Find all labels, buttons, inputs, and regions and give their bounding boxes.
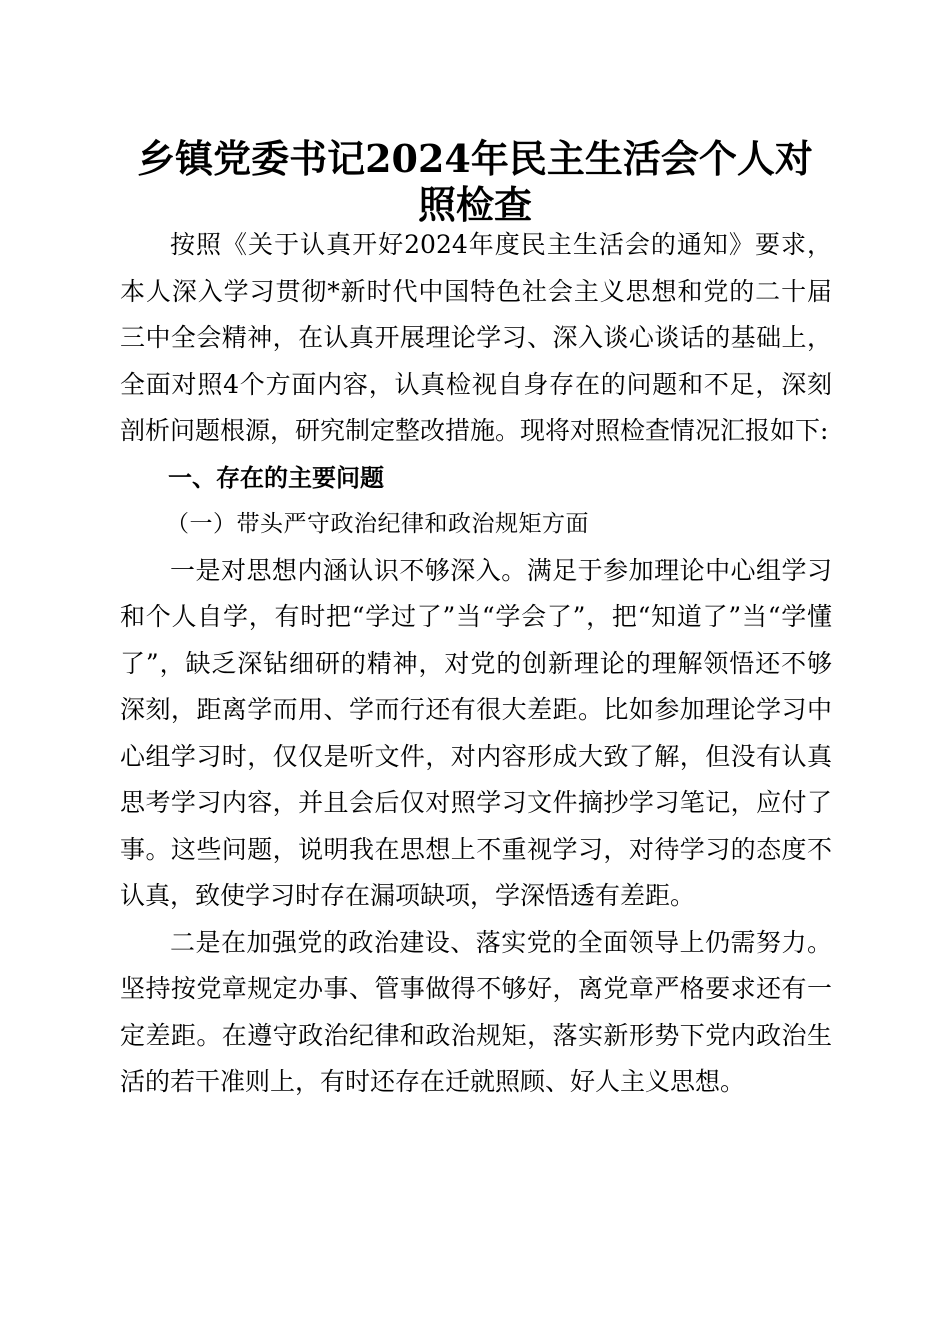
- document-title: 乡镇党委书记2024年民主生活会个人对照检查: [137, 136, 813, 227]
- document-body: [120, 222, 832, 1106]
- body-paragraph: 一是对思想内涵认识不够深入。满足于参加理论中心组学习和个人自学，有时把“学过了”当“学会了”，把“知道了”当“学懂了”，缺乏深钻细研的精神，对党的创新理论的理解领悟还不够深刻，距离学而用、学而行还有很大差距。比如参加理论学习中心组学习时，仅仅是听文件，对内容形成大致了解，但没有认真思考学习内容，并且会后仅对照学习文件摘抄学习笔记，应付了事。这些问题，说明我在思想上不重视学习，对待学习的态度不认真，致使学习时存在漏项缺项，学深悟透有差距。: [120, 555, 832, 910]
- section-heading: 一、存在的主要问题: [168, 463, 384, 492]
- subsection-heading: （一）带头严守政治纪律和政治规矩方面: [166, 511, 589, 537]
- intro-paragraph: 按照《关于认真开好2024年度民主生活会的通知》要求，本人深入学习贯彻*新时代中国特色社会主义思想和党的二十届三中全会精神，在认真开展理论学习、深入谈心谈话的基础上，全面对照4个方面内容，认真检视自身存在的问题和不足，深刻剖析问题根源，研究制定整改措施。现将对照检查情况汇报如下:: [120, 230, 832, 445]
- body-paragraph: 二是在加强党的政治建设、落实党的全面领导上仍需努力。坚持按党章规定办事、管事做得不够好，离党章严格要求还有一定差距。在遵守政治纪律和政治规矩，落实新形势下党内政治生活的若干准则上，有时还存在迁就照顾、好人主义思想。: [120, 927, 832, 1096]
